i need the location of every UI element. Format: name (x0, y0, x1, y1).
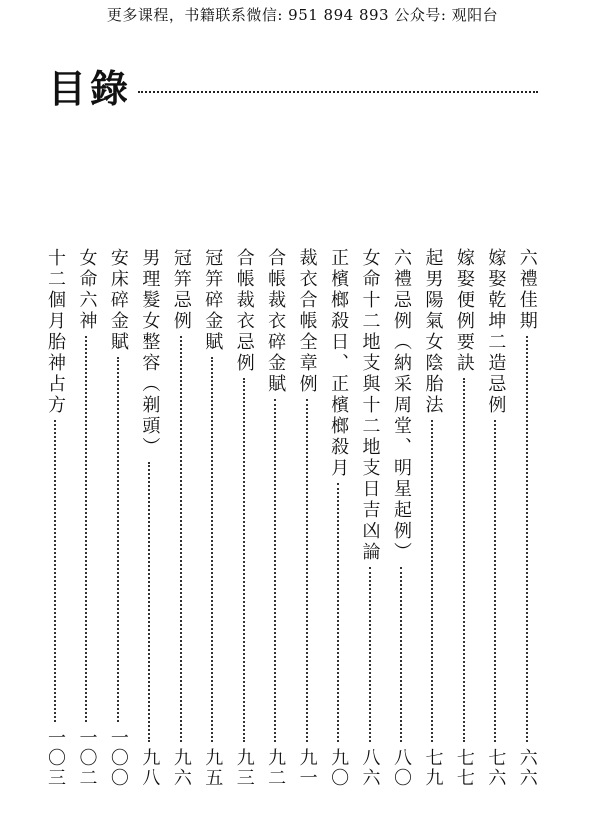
toc-entry-title: 女命十二地支與十二地支日吉凶論 (359, 248, 381, 563)
toc-entry-title: 冠笄忌例 (170, 248, 192, 332)
toc-entry[interactable] (359, 248, 381, 788)
toc-entry-title: 合帳裁衣忌例 (233, 248, 255, 374)
toc-dot-leader (337, 483, 339, 742)
toc-entry-title: 女命六神 (76, 248, 98, 332)
toc-entry-title: 正檳榔殺日、正檳榔殺月 (328, 248, 350, 479)
toc-dot-leader (148, 462, 150, 742)
toc-entry-title: 嫁娶便例要訣 (453, 248, 475, 374)
toc-entry-page-number: 九五 (202, 748, 224, 788)
toc-entry[interactable] (138, 248, 160, 788)
toc-entry-title: 裁衣合帳全章例 (296, 248, 318, 395)
toc-entry-title: 嫁娶乾坤二造忌例 (485, 248, 507, 416)
toc-dot-leader (85, 336, 87, 722)
toc-entry-page-number: 一〇二 (76, 728, 98, 788)
toc-entry[interactable] (390, 248, 412, 788)
toc-entry-page-number: 六六 (516, 748, 538, 788)
toc-entry-page-number: 九六 (170, 748, 192, 788)
toc-entry-title: 十二個月胎神占方 (45, 248, 66, 416)
toc-entry-page-number: 七七 (453, 748, 475, 788)
title-dotted-rule (138, 91, 538, 93)
toc-entry-title: 合帳裁衣碎金賦 (265, 248, 287, 395)
toc-entry-page-number: 九三 (233, 748, 255, 788)
toc-entry-page-number: 八〇 (390, 748, 412, 788)
toc-entry-page-number: 九二 (265, 748, 287, 788)
toc-dot-leader (274, 399, 276, 742)
toc-entry-page-number: 九〇 (328, 748, 350, 788)
toc-entry-title: 六禮忌例（納采周堂、明星起例） (390, 248, 412, 563)
toc-entry-title: 男理髮女整容（剃頭） (139, 248, 161, 458)
toc-entry-page-number: 九八 (139, 748, 161, 788)
toc-entry[interactable] (44, 248, 66, 788)
toc-entry-title: 安床碎金賦 (107, 248, 129, 353)
toc-dot-leader (463, 378, 465, 742)
toc-entry-title: 起男陽氣女陰胎法 (422, 248, 444, 416)
toc-entry[interactable] (75, 248, 97, 788)
toc-entry[interactable] (327, 248, 349, 788)
toc-entry-page-number: 九一 (296, 748, 318, 788)
toc-dot-leader (369, 567, 371, 742)
toc-dot-leader (211, 357, 213, 742)
toc-entry[interactable] (264, 248, 286, 788)
toc-entry-page-number: 七九 (422, 748, 444, 788)
toc-entry[interactable] (170, 248, 192, 788)
toc-entry-title: 冠笄碎金賦 (202, 248, 224, 353)
toc-dot-leader (431, 420, 433, 742)
toc-entry[interactable] (421, 248, 443, 788)
page-title: 目錄 (48, 67, 133, 111)
toc-entry-page-number: 七六 (485, 748, 507, 788)
toc-dot-leader (306, 399, 308, 742)
toc-dot-leader (400, 567, 402, 742)
top-banner: 更多课程，书籍联系微信: 951 894 893 公众号: 观阳台 (106, 6, 499, 24)
toc-entry-title: 六禮佳期 (516, 248, 538, 332)
toc-entry[interactable] (201, 248, 223, 788)
toc-entry[interactable] (107, 248, 129, 788)
toc-entry[interactable] (296, 248, 318, 788)
toc-dot-leader (494, 420, 496, 742)
table-of-contents (44, 248, 538, 788)
toc-entry[interactable] (484, 248, 506, 788)
header-row (48, 64, 538, 114)
toc-entry-page-number: 八六 (359, 748, 381, 788)
toc-dot-leader (526, 336, 528, 742)
toc-entry[interactable] (453, 248, 475, 788)
toc-dot-leader (54, 420, 56, 722)
toc-entry[interactable] (516, 248, 538, 788)
toc-entry[interactable] (233, 248, 255, 788)
toc-entry-page-number: 一〇三 (45, 728, 66, 788)
toc-dot-leader (180, 336, 182, 742)
toc-dot-leader (243, 378, 245, 742)
toc-entry-page-number: 一〇〇 (107, 728, 129, 788)
toc-dot-leader (117, 357, 119, 722)
